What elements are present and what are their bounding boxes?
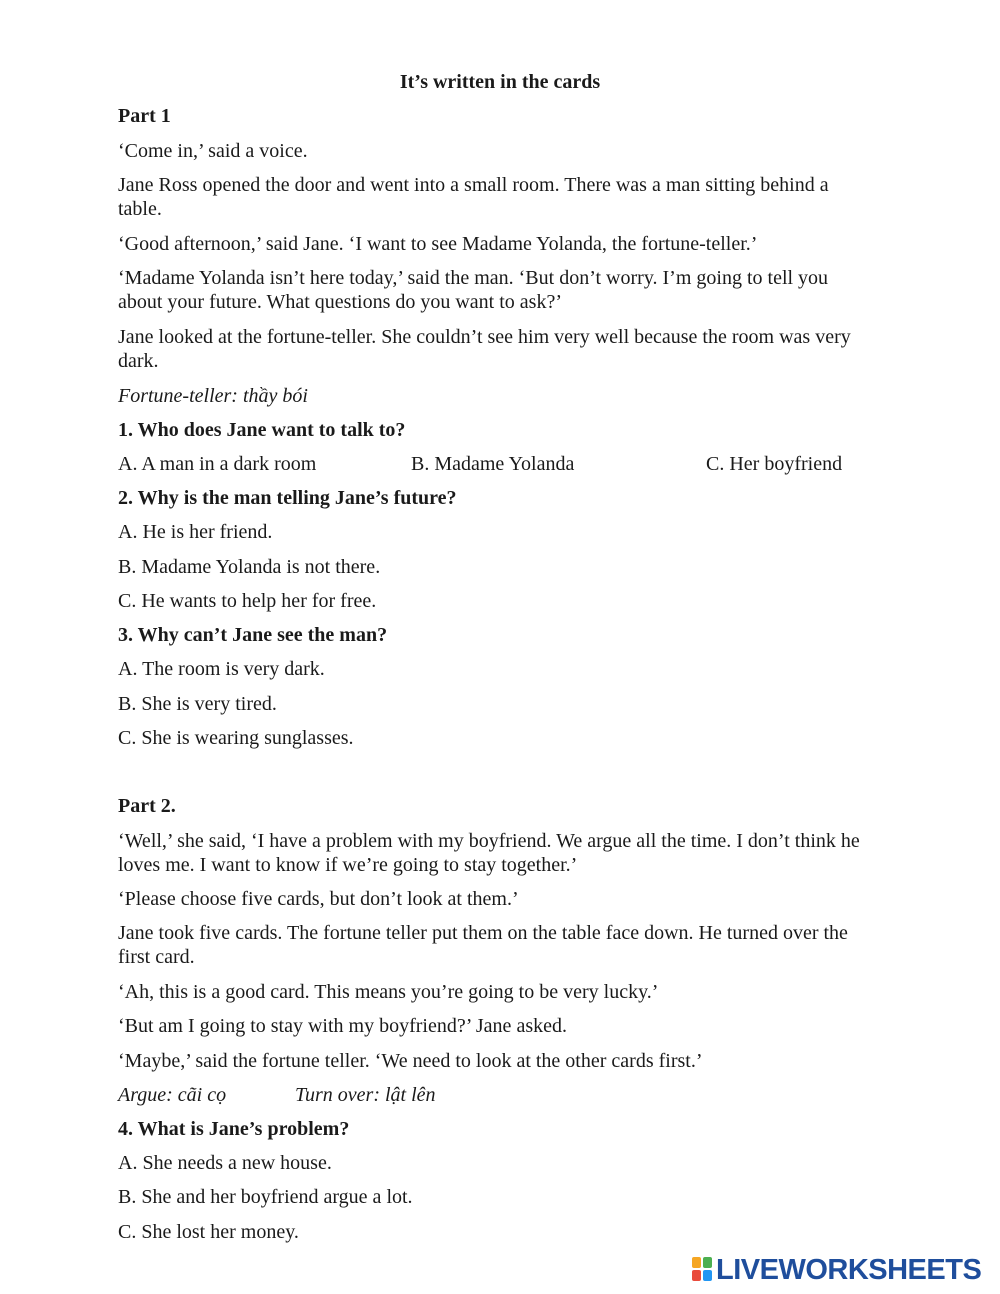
q3-option-c[interactable]: C. She is wearing sunglasses.	[118, 727, 354, 749]
part2-line: ‘Please choose five cards, but don’t look at them.’	[118, 888, 519, 910]
question-1: 1. Who does Jane want to talk to?	[118, 419, 406, 441]
part1-glossary: Fortune-teller: thầy bói	[118, 385, 308, 407]
part2-line: ‘Well,’ she said, ‘I have a problem with my boyfriend. We argue all the time. I don’t think he	[118, 830, 860, 852]
liveworksheets-logo-icon	[692, 1257, 712, 1281]
part1-line: Jane looked at the fortune-teller. She couldn’t see him very well because the room was very	[118, 326, 851, 348]
part2-line: first card.	[118, 946, 195, 968]
q4-option-b[interactable]: B. She and her boyfriend argue a lot.	[118, 1186, 413, 1208]
part2-glossary-turn-over: Turn over: lật lên	[295, 1084, 436, 1106]
q1-option-a[interactable]: A. A man in a dark room	[118, 453, 317, 475]
q1-option-c[interactable]: C. Her boyfriend	[706, 453, 843, 475]
part2-heading: Part 2.	[118, 795, 176, 817]
q2-option-c[interactable]: C. He wants to help her for free.	[118, 590, 377, 612]
part2-line: ‘Ah, this is a good card. This means you’re going to be very lucky.’	[118, 981, 659, 1003]
part1-line: Jane Ross opened the door and went into a small room. There was a man sitting behind a	[118, 174, 829, 196]
part1-line: ‘Come in,’ said a voice.	[118, 140, 308, 162]
part2-line: loves me. I want to know if we’re going to stay together.’	[118, 854, 578, 876]
part1-line: ‘Madame Yolanda isn’t here today,’ said the man. ‘But don’t worry. I’m going to tell you	[118, 267, 829, 289]
logo-wordmark: LIVEWORKSHEETS	[716, 1254, 982, 1286]
part1-line: about your future. What questions do you want to ask?’	[118, 291, 562, 313]
part1-line: ‘Good afternoon,’ said Jane. ‘I want to see Madame Yolanda, the fortune-teller.’	[118, 233, 758, 255]
q2-option-a[interactable]: A. He is her friend.	[118, 521, 273, 543]
q4-option-a[interactable]: A. She needs a new house.	[118, 1152, 332, 1174]
q1-option-b[interactable]: B. Madame Yolanda	[411, 453, 575, 475]
part2-line: Jane took five cards. The fortune teller put them on the table face down. He turned over the	[118, 922, 848, 944]
part1-line: table.	[118, 198, 162, 220]
part1-heading: Part 1	[118, 105, 171, 127]
part2-glossary-argue: Argue: cãi cọ	[118, 1084, 227, 1106]
part2-line: ‘But am I going to stay with my boyfriend?’ Jane asked.	[118, 1015, 567, 1037]
question-2: 2. Why is the man telling Jane’s future?	[118, 487, 457, 509]
q2-option-b[interactable]: B. Madame Yolanda is not there.	[118, 556, 381, 578]
q3-option-b[interactable]: B. She is very tired.	[118, 693, 277, 715]
question-4: 4. What is Jane’s problem?	[118, 1118, 350, 1140]
part2-line: ‘Maybe,’ said the fortune teller. ‘We need to look at the other cards first.’	[118, 1050, 703, 1072]
q4-option-c[interactable]: C. She lost her money.	[118, 1221, 299, 1243]
question-3: 3. Why can’t Jane see the man?	[118, 624, 388, 646]
liveworksheets-logo	[692, 1253, 992, 1287]
worksheet-title: It’s written in the cards	[399, 71, 601, 93]
part1-line: dark.	[118, 350, 159, 372]
q3-option-a[interactable]: A. The room is very dark.	[118, 658, 325, 680]
